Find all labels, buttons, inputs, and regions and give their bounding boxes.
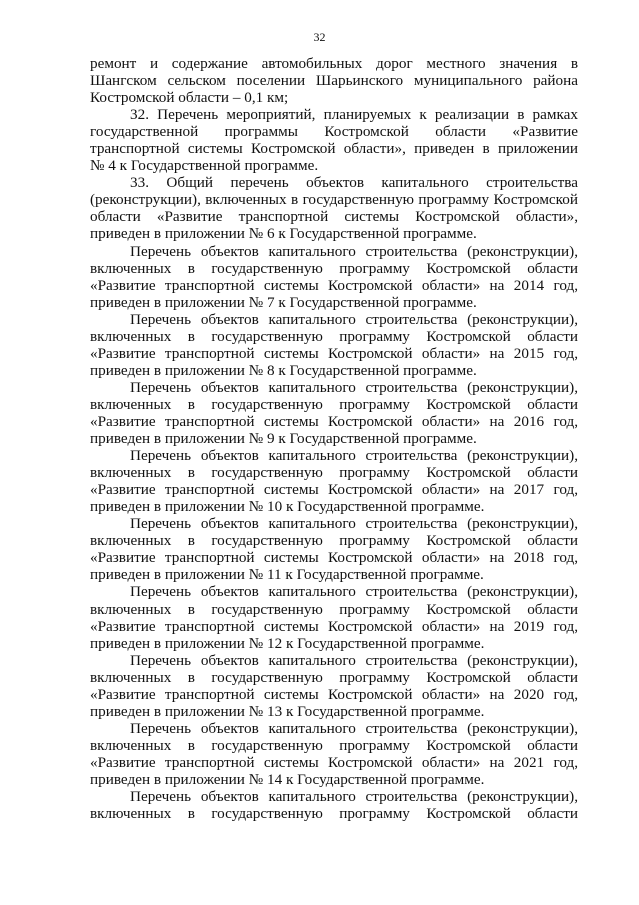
text-line: включенных в государственную программу Костромской области — [90, 736, 578, 754]
paragraph — [90, 720, 578, 788]
text-line: включенных в государственную программу Костромской области — [90, 259, 578, 277]
text-line: Перечень объектов капитального строительства (реконструкции), — [130, 719, 578, 737]
text-line: (реконструкции), включенных в государственную программу Костромской — [90, 191, 578, 209]
text-line: № 4 к Государственной программе. — [90, 157, 319, 175]
text-line: включенных в государственную программу Костромской области — [90, 532, 578, 550]
text-line: 32. Перечень мероприятий, планируемых к реализации в рамках — [130, 106, 578, 124]
text-line: приведен в приложении № 10 к Государственной программе. — [90, 498, 485, 516]
text-line: Костромской области – 0,1 км; — [90, 89, 289, 107]
body-text — [90, 55, 578, 822]
text-line: Перечень объектов капитального строительства (реконструкции), — [130, 515, 578, 533]
text-line: приведен в приложении № 14 к Государственной программе. — [90, 770, 485, 788]
text-line: приведен в приложении № 12 к Государственной программе. — [90, 634, 485, 652]
text-line: «Развитие транспортной системы Костромской области» на 2014 год, — [90, 276, 578, 294]
text-line: приведен в приложении № 8 к Государственной программе. — [90, 361, 477, 379]
page-number: 32 — [313, 30, 326, 44]
paragraph — [90, 311, 578, 379]
text-line: приведен в приложении № 6 к Государственной программе. — [90, 225, 477, 243]
paragraph — [90, 515, 578, 583]
text-line: «Развитие транспортной системы Костромской области» на 2021 год, — [90, 753, 578, 771]
text-line: «Развитие транспортной системы Костромской области» на 2018 год, — [90, 549, 578, 567]
text-line: включенных в государственную программу Костромской области — [90, 327, 578, 345]
paragraph — [90, 788, 578, 822]
text-line: транспортной системы Костромской области», приведен в приложении — [90, 140, 578, 158]
text-line: ремонт и содержание автомобильных дорог местного значения в — [90, 55, 578, 72]
text-line: Перечень объектов капитального строительства (реконструкции), — [130, 447, 578, 465]
text-line: приведен в приложении № 9 к Государственной программе. — [90, 430, 477, 448]
text-line: 33. Общий перечень объектов капитального строительства — [130, 174, 578, 192]
text-line: Перечень объектов капитального строительства (реконструкции), — [130, 310, 578, 328]
text-line: «Развитие транспортной системы Костромской области» на 2016 год, — [90, 412, 578, 430]
text-line: приведен в приложении № 7 к Государственной программе. — [90, 293, 477, 311]
paragraph — [90, 652, 578, 720]
text-line: включенных в государственную программу Костромской области — [90, 805, 578, 823]
paragraph — [90, 55, 578, 106]
text-line: области «Развитие транспортной системы Костромской области», — [90, 208, 578, 226]
text-line: включенных в государственную программу Костромской области — [90, 600, 578, 618]
text-line: приведен в приложении № 11 к Государственной программе. — [90, 566, 484, 584]
paragraph — [90, 583, 578, 651]
text-line: Перечень объектов капитального строительства (реконструкции), — [130, 583, 578, 601]
text-line: Перечень объектов капитального строительства (реконструкции), — [130, 788, 578, 806]
text-line: «Развитие транспортной системы Костромской области» на 2020 год, — [90, 685, 578, 703]
paragraph — [90, 106, 578, 174]
text-line: включенных в государственную программу Костромской области — [90, 395, 578, 413]
paragraph — [90, 379, 578, 447]
text-line: «Развитие транспортной системы Костромской области» на 2019 год, — [90, 617, 578, 635]
text-line: включенных в государственную программу Костромской области — [90, 668, 578, 686]
paragraph — [90, 174, 578, 242]
text-line: Перечень объектов капитального строительства (реконструкции), — [130, 378, 578, 396]
text-line: «Развитие транспортной системы Костромской области» на 2015 год, — [90, 344, 578, 362]
text-line: «Развитие транспортной системы Костромской области» на 2017 год, — [90, 481, 578, 499]
text-line: включенных в государственную программу Костромской области — [90, 464, 578, 482]
text-line: приведен в приложении № 13 к Государственной программе. — [90, 702, 485, 720]
text-line: Перечень объектов капитального строительства (реконструкции), — [130, 651, 578, 669]
paragraph — [90, 243, 578, 311]
text-line: государственной программы Костромской области «Развитие — [90, 123, 578, 141]
text-line: Перечень объектов капитального строительства (реконструкции), — [130, 242, 578, 260]
paragraph — [90, 447, 578, 515]
text-line: Шангском сельском поселении Шарьинского муниципального района — [90, 72, 578, 90]
